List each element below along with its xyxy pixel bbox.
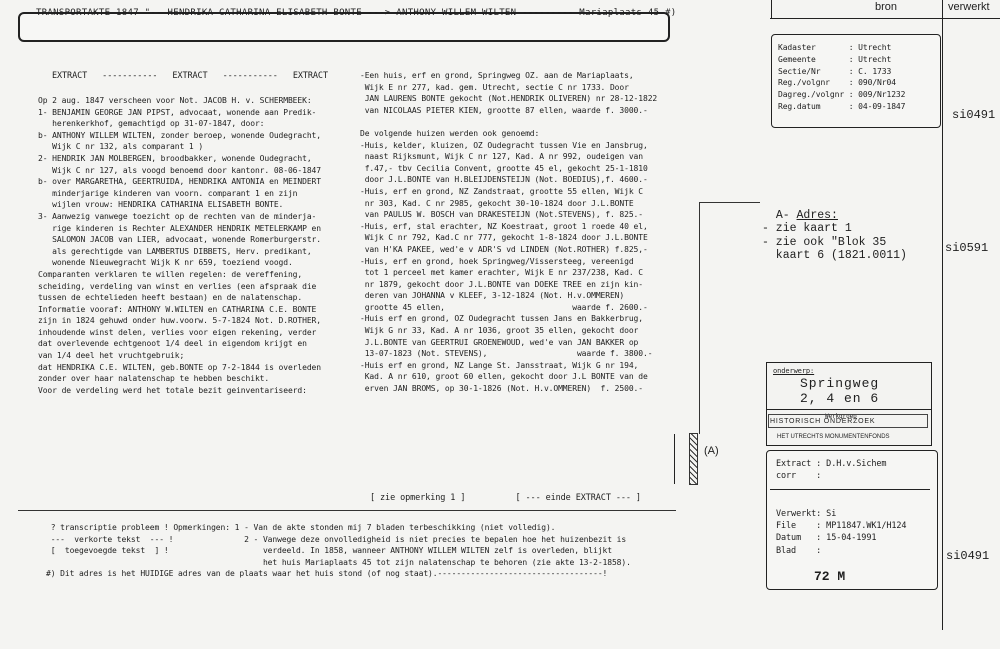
kadaster-line: Dagreg./volgnr : 009/Nr1232 xyxy=(778,90,906,100)
text-line: tot 1 perceel met kamer erachter, Wijk E nr 237/238, Kad. C xyxy=(360,268,643,278)
extract-datum: Datum : 15-04-1991 xyxy=(776,533,877,544)
separator-line xyxy=(18,510,676,511)
stamp-title: onderwerp: xyxy=(773,367,815,375)
text-line: zijn in 1824 gehuwd onder huw.voorw. 5-7-1824 Not. D.ROTHER, xyxy=(38,316,321,326)
extract-heading: EXTRACT ----------- EXTRACT ----------- EXTRACT xyxy=(52,71,328,81)
connector-line-v xyxy=(699,202,700,434)
note-line: ? transcriptie probleem ! Opmerkingen: 1 - Van de akte stonden mij 7 bladen terbeschikking (niet volledig). xyxy=(46,523,556,532)
text-line: minderjarige kinderen van voorn. comparant 1 en zijn xyxy=(38,188,298,198)
text-line: nr 303, Kad. C nr 2985, gekocht 30-10-1824 door J.L.BONTE xyxy=(360,198,634,208)
text-line xyxy=(360,116,657,128)
kadaster-line: Gemeente : Utrecht xyxy=(778,54,892,64)
note-line: het huis Mariaplaats 45 tot zijn nalatenschap te behoren (zie akte 13-2-1858). xyxy=(46,557,631,567)
si-code: si0491 xyxy=(952,108,996,122)
text-line: SALOMON JACOB van LIER, advocaat, wonende Romerburgerstr. xyxy=(38,235,321,245)
text-line: De volgende huizen werden ook genoemd: xyxy=(360,128,540,138)
kadaster-line: Reg.datum : 04-09-1847 xyxy=(778,101,906,111)
adres-line: - zie kaart 1 xyxy=(762,222,852,236)
stamp-street xyxy=(800,376,879,406)
adres-marker: A- xyxy=(775,209,790,223)
annotation-mark-a: (A) xyxy=(704,445,719,457)
text-line: scheiding, verdeling van winst en verlies (een afspraak die xyxy=(38,281,317,291)
stamp-monumentenfonds: HET UTRECHTS MONUMENTENFONDS xyxy=(777,434,890,440)
text-line: -Huis, erf, stal erachter, NZ Koestraat, groot 1 roede 40 el, xyxy=(360,221,648,231)
text-line: 13-07-1823 (Not. STEVENS), waarde f. 3800.- xyxy=(360,349,653,359)
text-line: Op 2 aug. 1847 verscheen voor Not. JACOB H. v. SCHERMBEEK: xyxy=(38,96,312,105)
text-line: J.L.BONTE van GEERTRUI GROENEWOUD, wed'e van JAN BAKKER op xyxy=(360,337,639,347)
text-line: deren van JOHANNA v KLEEF, 3-12-1824 (Not. H.v.OMMEREN) xyxy=(360,291,625,301)
text-line: van PAULUS W. BOSCH van DRAKESTEIJN (Not.STEVENS), f. 825.- xyxy=(360,210,643,220)
text-line: van H'KA PAKEE, wed'e v ADR'S vd LINDEN (Not.ROTHER) f.825,- xyxy=(360,244,648,254)
kadaster-line: Sectie/Nr : C. 1733 xyxy=(778,66,892,76)
reference-line: [ zie opmerking 1 ] [ --- einde EXTRACT --- ] xyxy=(370,493,641,503)
document-title: TRANSPORTAKTE 1847 "-- HENDRIKA CATHARINA ELISABETH BONTE ---> ANTHONY WILLEM WILTEN --------- Mariaplaats 45 #) xyxy=(36,8,677,18)
text-line: dat overlevende echtgenoot 1/4 deel in eigendom krijgt en xyxy=(38,339,307,349)
text-line: -Huis, kelder, kluizen, OZ Oudegracht tussen Vie en Jansbrug, xyxy=(360,140,648,150)
note-line: [ toegevoegde tekst ] ! verdeeld. In 1858, wanneer ANTHONY WILLEM WILTEN zelf is overleden, blijkt xyxy=(46,546,612,556)
text-line: wonende Nieuwegracht Wijk K nr 659, toeziend voogd. xyxy=(38,258,293,268)
text-line: wijlen vrouw: HENDRIKA CATHARINA ELISABETH BONTE. xyxy=(38,200,284,210)
text-line: nr 1879, gekocht door J.L.BONTE van DOEKE TREE en zijn kin- xyxy=(360,279,643,289)
text-line: van NICOLAAS PIETER KIEN, grootte 87 ellen, waarde f. 3000.- xyxy=(360,105,648,115)
stamp-street-line2: 2, 4 en 6 xyxy=(800,391,880,406)
bracket-line xyxy=(674,434,675,484)
extract-by: Extract : D.H.v.Sichem xyxy=(776,459,887,469)
text-line: naast Rijksmunt, Wijk C nr 127, Kad. A nr 992, oudeigen van xyxy=(360,152,643,162)
note-line: #) Dit adres is het HUIDIGE adres van de plaats waar het huis stond (of nog staat).-----------------------------------! xyxy=(46,569,608,579)
text-line: -Huis, erf en grond, hoek Springweg/Vissersteeg, vereenigd xyxy=(360,256,634,266)
adres-line: - zie ook "Blok 35 xyxy=(762,235,887,249)
kadaster-line: Reg./volgnr : 090/Nr04 xyxy=(778,78,896,88)
text-line: JAN LAURENS BONTE gekocht (Not.HENDRIK OLIVEREN) nr 28-12-1822 xyxy=(360,94,658,104)
text-line: Wijk G nr 33, Kad. A nr 1036, groot 35 ellen, gekocht door xyxy=(360,326,639,336)
text-line: Wijk C nr 792, Kad.C nr 777, gekocht 1-8-1824 door J.L.BONTE xyxy=(360,233,648,243)
table-divider-right xyxy=(942,0,943,630)
column-header-bron: bron xyxy=(875,1,898,13)
text-line: 2- HENDRIK JAN MOLBERGEN, broodbakker, wonende Oudegracht, xyxy=(38,153,312,163)
adres-label: Adres: xyxy=(796,209,838,223)
adres-lines xyxy=(762,222,907,262)
text-line: Informatie vooraf: ANTHONY W.WILTEN en CATHARINA C.E. BONTE xyxy=(38,304,317,314)
text-line: als gerechtigde van LAMBERTUS DIBBETS, Herv. predikant, xyxy=(38,246,312,256)
text-line: Voor de verdeling werd het totale bezit geinventariseerd: xyxy=(38,385,307,395)
text-line: Wijk C nr 132, als comparant 1 ) xyxy=(38,142,204,152)
connector-line-h xyxy=(700,202,760,203)
extract-blad-label: Blad : xyxy=(776,545,822,556)
text-line: -Huis, erf en grond, NZ Zandstraat, grootte 55 ellen, Wijk C xyxy=(360,186,643,196)
notes-section xyxy=(46,522,631,580)
text-line: 1- BENJAMIN GEORGE JAN PIPST, advocaat, wonende aan Predik- xyxy=(38,107,317,117)
text-line: -Een huis, erf en grond, Springweg OZ. aan de Mariaplaats, xyxy=(360,71,634,80)
adres-line: kaart 6 (1821.0011) xyxy=(762,248,907,262)
extract-info-text xyxy=(776,458,906,557)
si-code: si0591 xyxy=(945,241,989,255)
column-header-verwerkt: verwerkt xyxy=(948,1,990,13)
text-line: tussen de echtelieden heeft bestaan) en de nalatenschap. xyxy=(38,293,303,303)
kadaster-line: Kadaster : Utrecht xyxy=(778,43,892,52)
text-line: Kad. A nr 610, groot 60 ellen, gekocht door J.L BONTE van de xyxy=(360,372,648,382)
stamp-werkgroep: Werkgroep xyxy=(825,413,857,420)
si-code: si0491 xyxy=(946,549,990,563)
text-line: -Huis erf en grond, NZ Lange St. Jansstraat, Wijk G nr 194, xyxy=(360,360,639,370)
extract-verwerkt: Verwerkt: Si xyxy=(776,508,837,519)
right-column-text xyxy=(360,70,657,395)
stamp-street-line1: Springweg xyxy=(800,376,880,391)
text-line: b- ANTHONY WILLEM WILTEN, zonder beroep, wonende Oudegracht, xyxy=(38,130,321,140)
extract-corr: corr : xyxy=(776,471,822,482)
extract-file: File : MP11847.WK1/H124 xyxy=(776,521,907,532)
text-line: door J.L.BONTE van H.BLEIJDENSTEIJN (Not. BOEDIUS),f. 4600.- xyxy=(360,175,648,185)
stamp-historisch: HISTORISCH ONDERZOEK xyxy=(770,418,876,425)
kadaster-text xyxy=(778,42,905,113)
text-line: 3- Aanwezig vanwege toezicht op de rechten van de minderja- xyxy=(38,211,317,221)
text-line: erven JAN BROMS, op 30-1-1826 (Not. H.v.OMMEREN) f. 2500.- xyxy=(360,384,643,394)
hatched-marker xyxy=(689,433,698,485)
text-line: Wijk E nr 277, kad. gem. Utrecht, sectie C nr 1733. Door xyxy=(360,82,629,92)
left-column-text xyxy=(38,95,321,396)
text-line: dat HENDRIKA C.E. WILTEN, geb.BONTE op 7-2-1844 is overleden xyxy=(38,362,321,372)
text-line: Wijk C nr 127, als voogd benoemd door kantonr. 08-06-1847 xyxy=(38,165,321,175)
adres-block xyxy=(762,196,907,275)
text-line: b- over MARGARETHA, GEERTRUIDA, HENDRIKA ANTONIA en MEINDERT xyxy=(38,177,321,187)
text-line: zonder over haar nalatenschap te hebben beschikt. xyxy=(38,374,270,384)
text-line: f.47,- tbv Cecilia Convent, grootte 45 el, gekocht 25-1-1810 xyxy=(360,163,648,173)
note-line: --- verkorte tekst --- ! 2 - Vanwege deze onvolledigheid is niet precies te bepalen hoe het huizenbezit is xyxy=(46,534,627,544)
extract-blad-value: 72 M xyxy=(814,569,846,584)
text-line: van 1/4 deel het vruchtgebruik; xyxy=(38,351,185,361)
text-line: -Huis erf en grond, OZ Oudegracht tussen Jans en Bakkerbrug, xyxy=(360,314,643,324)
table-divider-left xyxy=(771,0,772,18)
text-line: inhoudende winst delen, verlies voor eigen rekening, verder xyxy=(38,327,317,337)
text-line: rige kinderen is Rechter ALEXANDER HENDRIK METELERKAMP en xyxy=(38,223,321,233)
text-line: grootte 45 ellen, waarde f. 2600.- xyxy=(360,302,648,312)
text-line: Comparanten verklaren te willen regelen: de vereffening, xyxy=(38,269,303,279)
text-line: herenkerkhof, gemachtigd op 31-07-1847, door: xyxy=(38,119,265,129)
